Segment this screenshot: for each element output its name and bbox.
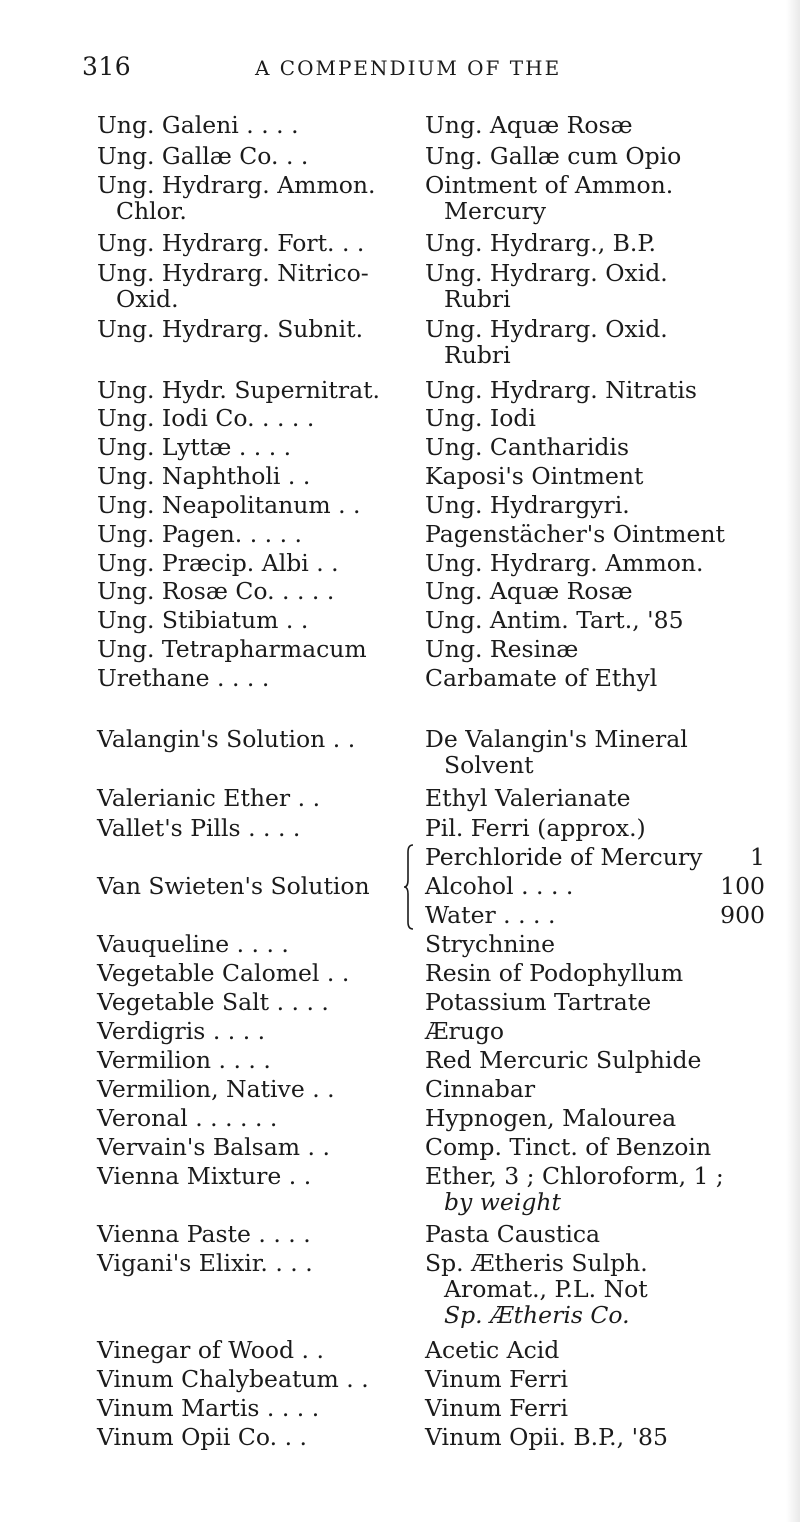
entry-term: Ung. Præcip. Albi . . (97, 549, 339, 577)
entry-equivalent: Ung. Aquæ Rosæ (425, 577, 633, 605)
entry-term: Ung. Naphtholi . . (97, 462, 311, 490)
entry-equivalent: Resin of Podophyllum (425, 959, 684, 987)
entry-term: Vigani's Elixir. . . . (97, 1249, 313, 1277)
formula-line (425, 902, 765, 928)
ingredient-quantity: 900 (720, 901, 765, 929)
entry-equivalent: Pasta Caustica (425, 1220, 601, 1248)
entry-term: Valangin's Solution . . (97, 725, 356, 753)
ingredient-quantity: 1 (750, 843, 765, 871)
entry-equivalent: Ethyl Valerianate (425, 784, 631, 812)
entry-equivalent: Ung. Resinæ (425, 635, 579, 663)
entry-equivalent: Pagenstächer's Ointment (425, 520, 725, 548)
ingredient-quantity: 100 (720, 872, 765, 900)
entry-term: Van Swieten's Solution (97, 872, 370, 900)
entry-equivalent: Ether, 3 ; Chloroform, 1 ; by weight (425, 1162, 724, 1216)
entry-equivalent: Ung. Hydrargyri. (425, 491, 630, 519)
entry-term: Ung. Hydrarg. Subnit. (97, 315, 364, 343)
entry-term: Ung. Hydr. Supernitrat. (97, 376, 380, 404)
entry-term: Vervain's Balsam . . (97, 1133, 330, 1161)
entry-term: Vermilion, Native . . (97, 1075, 335, 1103)
entry-equivalent: Ung. Hydrarg., B.P. (425, 229, 656, 257)
entry-term: Vinum Opii Co. . . (97, 1423, 307, 1451)
entry-term: Ung. Tetrapharmacum (97, 635, 367, 663)
entry-term: Ung. Rosæ Co. . . . . (97, 577, 335, 605)
entry-equivalent: Carbamate of Ethyl (425, 664, 658, 692)
entry-equivalent: Ung. Hydrarg. Ammon. (425, 549, 704, 577)
formula-line (425, 873, 765, 899)
entry-term: Ung. Hydrarg. Ammon. Chlor. (97, 171, 376, 225)
entry-term: Ung. Lyttæ . . . . (97, 433, 292, 461)
entry-term: Ung. Hydrarg. Nitrico- Oxid. (97, 259, 369, 313)
entry-equivalent: Red Mercuric Sulphide (425, 1046, 702, 1074)
entry-term: Vauqueline . . . . (97, 930, 289, 958)
entry-equivalent: Ung. Hydrarg. Oxid. Rubri (425, 259, 668, 313)
entry-term: Vienna Mixture . . (97, 1162, 312, 1190)
entry-term: Vienna Paste . . . . (97, 1220, 311, 1248)
entry-equivalent: Potassium Tartrate (425, 988, 652, 1016)
entry-term: Vinum Martis . . . . (97, 1394, 320, 1422)
entry-term: Ung. Galeni . . . . (97, 111, 299, 139)
entry-equivalent: Vinum Opii. B.P., '85 (425, 1423, 668, 1451)
entry-equivalent: Ung. Iodi (425, 404, 536, 432)
ingredient-name: Perchloride of Mercury (425, 843, 703, 871)
entry-term: Vegetable Calomel . . (97, 959, 350, 987)
entry-equivalent: Ærugo (425, 1017, 505, 1045)
running-title: A COMPENDIUM OF THE (255, 56, 562, 80)
entry-term: Ung. Neapolitanum . . (97, 491, 361, 519)
entry-equivalent: Acetic Acid (425, 1336, 560, 1364)
entry-term: Urethane . . . . (97, 664, 270, 692)
ingredient-name: Water . . . . (425, 901, 556, 929)
entry-term: Ung. Pagen. . . . . (97, 520, 303, 548)
entry-term: Ung. Iodi Co. . . . . (97, 404, 315, 432)
entry-equivalent: Vinum Ferri (425, 1365, 569, 1393)
entry-term: Ung. Gallæ Co. . . (97, 142, 309, 170)
entry-equivalent: De Valangin's Mineral Solvent (425, 725, 688, 779)
entry-term: Valerianic Ether . . (97, 784, 321, 812)
page-header (0, 50, 800, 90)
entry-equivalent: Sp. Ætheris Sulph. Aromat., P.L. Not Sp. Ætheris Co. (425, 1249, 648, 1329)
entry-term: Vinum Chalybeatum . . (97, 1365, 369, 1393)
entry-term: Vermilion . . . . (97, 1046, 271, 1074)
formula-line (425, 844, 765, 870)
entry-equivalent: Ointment of Ammon. Mercury (425, 171, 674, 225)
entry-term: Ung. Hydrarg. Fort. . . (97, 229, 365, 257)
entry-equivalent: Ung. Cantharidis (425, 433, 630, 461)
entry-term: Verdigris . . . . (97, 1017, 266, 1045)
curly-brace-icon (404, 844, 414, 930)
entry-equivalent: Ung. Gallæ cum Opio (425, 142, 682, 170)
entry-term: Vegetable Salt . . . . (97, 988, 329, 1016)
ingredient-name: Alcohol . . . . (425, 872, 574, 900)
entry-equivalent: Ung. Antim. Tart., '85 (425, 606, 684, 634)
entry-term: Ung. Stibiatum . . (97, 606, 309, 634)
entry-term: Vallet's Pills . . . . (97, 814, 301, 842)
entry-equivalent: Comp. Tinct. of Benzoin (425, 1133, 712, 1161)
entry-term: Veronal . . . . . . (97, 1104, 278, 1132)
entry-equivalent: Vinum Ferri (425, 1394, 569, 1422)
page-number: 316 (82, 52, 132, 81)
entry-equivalent: Ung. Hydrarg. Nitratis (425, 376, 697, 404)
page-edge-shadow (786, 0, 800, 1522)
entry-equivalent: Cinnabar (425, 1075, 536, 1103)
entry-equivalent: Ung. Hydrarg. Oxid. Rubri (425, 315, 668, 369)
entry-equivalent: Kaposi's Ointment (425, 462, 644, 490)
entry-equivalent: Hypnogen, Malourea (425, 1104, 677, 1132)
entry-equivalent: Ung. Aquæ Rosæ (425, 111, 633, 139)
entry-term: Vinegar of Wood . . (97, 1336, 324, 1364)
entry-equivalent: Strychnine (425, 930, 556, 958)
entry-equivalent: Pil. Ferri (approx.) (425, 814, 646, 842)
